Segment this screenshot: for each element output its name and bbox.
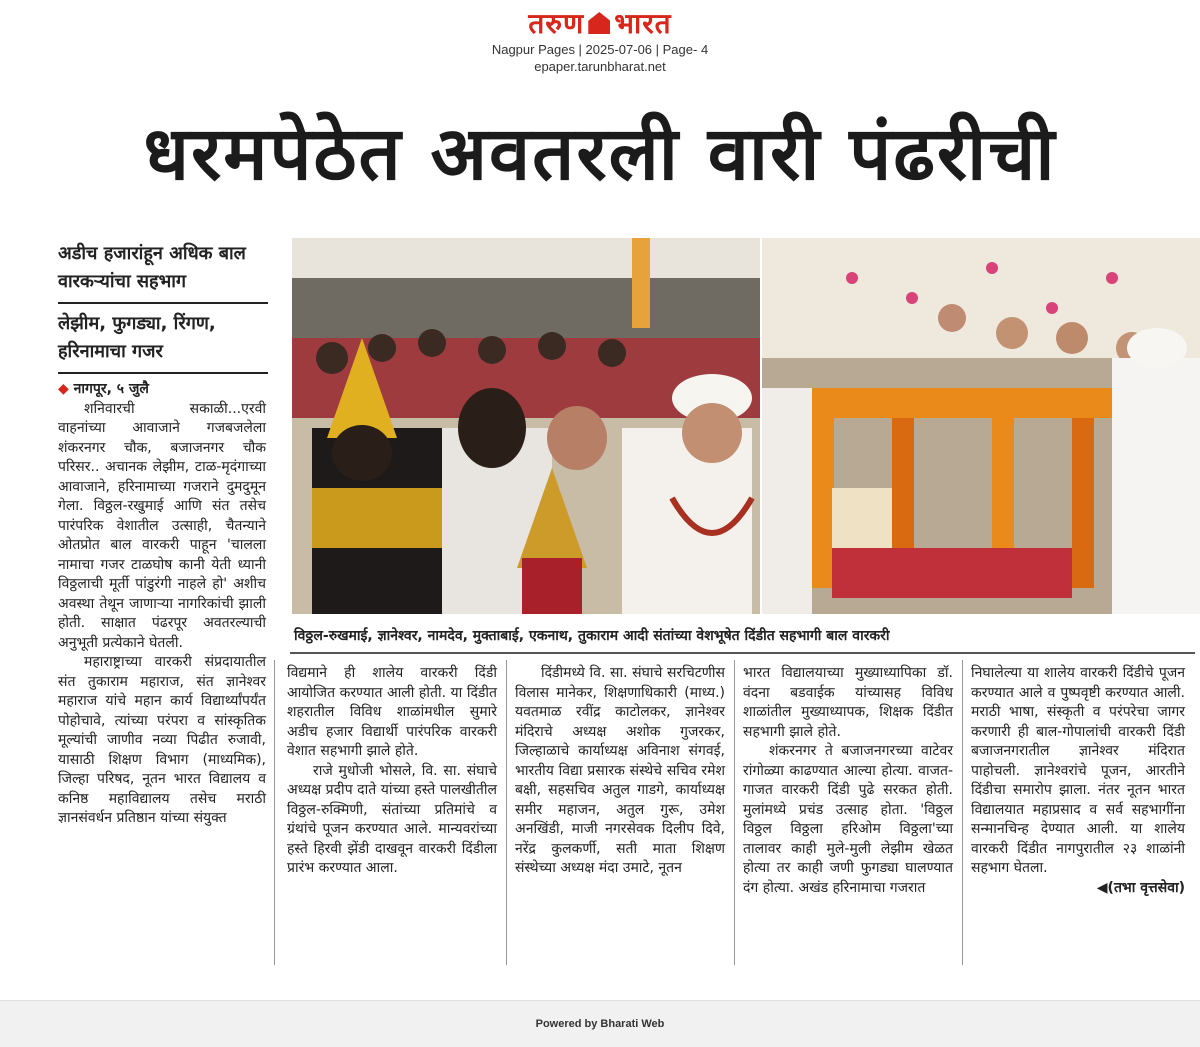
masthead [0, 0, 1200, 80]
caption-divider [290, 652, 1195, 654]
column-divider [274, 660, 275, 965]
dateline-diamond-icon: ◆ [58, 381, 69, 397]
column-3 [515, 664, 725, 879]
article-headline: धरमपेठेत अवतरली वारी पंढरीची [143, 111, 1057, 197]
procession-photo-illustration [292, 238, 1200, 614]
column-divider [506, 660, 507, 965]
kicker-secondary: लेझीम, फुगड्या, रिंगण, हरिनामाचा गजर [58, 310, 268, 374]
col4-paragraph-2: शंकरनगर ते बजाजनगरच्या वाटेवर रांगोळ्या काढण्यात आल्या होत्या. वाजत-गाजत वारकरी दिंडी पुढे सरकत होती. मुलांमध्ये प्रचंड उत्साह होता. 'विठ्ठल विठ्ठल विठ्ठला हरिओम विठ्ठला'च्या तालावर काही मुले-मुली लेझीम खेळत होत्या तर काही जणी फुगड्या घालण्यात दंग होत्या. अखंड हरिनामाचा गजरात [743, 743, 953, 896]
kicker-box [58, 240, 268, 374]
col2-paragraph-1: विद्यमाने ही शालेय वारकरी दिंडी आयोजित करण्यात आली होती. या दिंडीत शहरातील विविध शाळांमधील सुमारे अडीच हजार विद्यार्थी पारंपरिक वारकरी वेशात सहभागी झाले होते. [287, 665, 497, 759]
edition-url[interactable]: epaper.tarunbharat.net [534, 59, 666, 74]
col2-paragraph-2: राजे मुधोजी भोसले, वि. सा. संघाचे अध्यक्ष प्रदीप दाते यांच्या हस्ते पालखीतील विठ्ठल-रुक्मिणी, संतांच्या प्रतिमांचे व ग्रंथांचे पूजन करण्यात आले. मान्यवरांच्या हस्ते हिरवी झेंडी दाखवून वारकरी दिंडीला प्रारंभ करण्यात आला. [287, 762, 497, 876]
article-photo [290, 238, 1200, 614]
logo-emblem-icon [588, 12, 610, 34]
col4-paragraph-1: भारत विद्यालयाच्या मुख्याध्यापिका डॉ. वंदना बडवाईक यांच्यासह विविध शाळांतील मुख्याध्यापक, शिक्षक दिंडीत सहभागी झाले होते. [743, 665, 953, 740]
column-divider [962, 660, 963, 965]
edition-meta: Nagpur Pages | 2025-07-06 | Page- 4 [491, 42, 709, 57]
column-divider [734, 660, 735, 965]
footer [0, 1000, 1200, 1047]
logo-right-text: भारत [614, 7, 672, 40]
powered-by-link[interactable]: Powered by Bharati Web [535, 1018, 665, 1030]
column-5 [971, 664, 1185, 898]
col5-paragraph-1: निघालेल्या या शालेय वारकरी दिंडीचे पूजन करण्यात आले व पुष्पवृष्टी करण्यात आली. मराठी भाषा, संस्कृती व परंपरेचा जागर करणारी ही बाल-गोपालांची वारकरी दिंडी बजाजनगरातील ज्ञानेश्वर मंदिरात पाहोचली. ज्ञानेश्वरांचे पूजन, आरतीने दिंडीचा समारोप झाला. नंतर नूतन भारत विद्यालयात महाप्रसाद व सर्व सहभागींना सन्मानचिन्ह देण्यात आली. या शालेय वारकरी दिंडीत नागपुरातील २३ शाळांनी सहभाग घेतला. [971, 665, 1185, 876]
kicker-primary: अडीच हजारांहून अधिक बाल वारकऱ्यांचा सहभाग [58, 240, 268, 304]
news-credit: ◀(तभा वृत्तसेवा) [1096, 879, 1185, 896]
column-4 [743, 664, 953, 898]
photo-caption: विठ्ठल-रुखमाई, ज्ञानेश्वर, नामदेव, मुक्ताबाई, एकनाथ, तुकाराम आदी संतांच्या वेशभूषेत दिंडीत सहभागी बाल वारकरी [294, 628, 890, 644]
column-2 [287, 664, 497, 879]
dateline [58, 380, 266, 400]
column-1 [58, 380, 266, 829]
logo-left-text: तरुण [528, 7, 585, 40]
dateline-text: नागपूर, ५ जुलै [73, 381, 149, 397]
col1-paragraph-1: शनिवारची सकाळी...एरवी वाहनांच्या आवाजाने गजबजलेला शंकरनगर चौक, बजाजनगर चौक परिसर.. अचानक लेझीम, टाळ-मृदंगाच्या आवाजाने, हरिनामाच्या गजराने दुमदुमून गेला. विठ्ठल-रखुमाई आणि संत तसेच पारंपरिक वेशातील उत्साही, चैतन्याने ओतप्रोत बाल वारकरी पाहून 'चालला नामाचा गजर टाळघोष कानी येती ध्यानी विठ्ठलाची मूर्ती पांडुरंगी नाहले हो' अशीच अवस्था तेथून जाणाऱ्या नागरिकांची झाली होती. साक्षात पंढरपूर अवतरल्याची अनुभूती प्रत्येकाने घेतली. [58, 400, 266, 651]
col1-paragraph-2: महाराष्ट्राच्या वारकरी संप्रदायातील संत तुकाराम महाराज, संत ज्ञानेश्वर महाराज यांचे महान कार्य विद्यार्थ्यांपर्यंत पोहोचावे, त्यांच्या परंपरा व सांस्कृतिक मूल्यांची जाणीव नव्या पिढीत रुजावी, यासाठी शिक्षण विभाग (माध्यमिक), जिल्हा परिषद, नूतन भारत विद्यालय व कनिष्ठ महाविद्यालय तसेच मराठी ज्ञानसंवर्धन प्रतिष्ठान यांच्या संयुक्त [58, 654, 266, 826]
col3-paragraph-1: दिंडीमध्ये वि. सा. संघाचे सरचिटणीस विलास मानेकर, शिक्षणाधिकारी (माध्य.) यवतमाळ रवींद्र काटोलकर, ज्ञानेश्वर मंदिराचे अध्यक्ष अशोक गुजरकर, जिल्हाळाचे कार्याध्यक्ष अविनाश संगवई, भारतीय विद्या प्रसारक संस्थेचे सचिव रमेश बक्षी, सहसचिव अतुल गाडगे, कार्याध्यक्ष समीर महाजन, अतुल गुरू, उमेश अनखिंडी, माजी नगरसेवक दिलीप दिवे, नरेंद्र कुलकर्णी, सती माता शिक्षण संस्थेच्या अध्यक्ष मंदा उमाटे, नूतन [515, 665, 725, 876]
newspaper-logo[interactable] [480, 6, 720, 40]
